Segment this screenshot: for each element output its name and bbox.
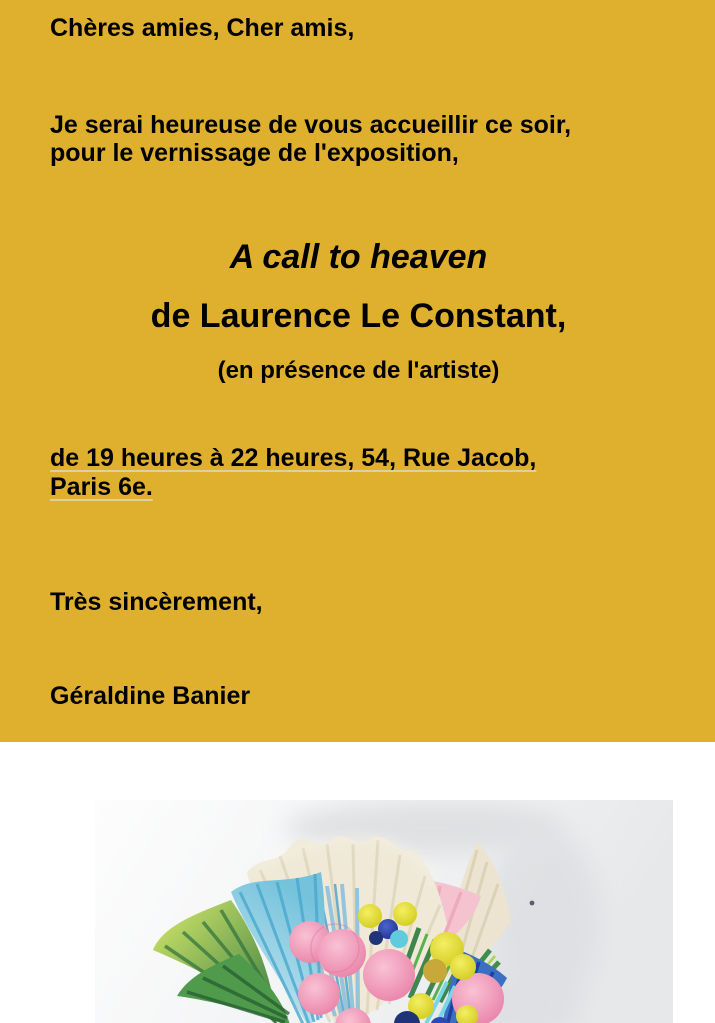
artwork-photo <box>95 800 673 1023</box>
intro-line-2: pour le vernissage de l'exposition, <box>50 139 459 168</box>
intro-paragraph <box>50 111 667 168</box>
artwork-photo-graphic <box>95 800 673 1023</box>
nail-dot <box>530 901 535 906</box>
artist-name-line: de Laurence Le Constant, <box>150 297 567 336</box>
closing-text: Très sincèrement, <box>50 588 263 617</box>
greeting-text: Chères amies, Cher amis, <box>50 14 355 42</box>
event-address-block <box>50 444 667 502</box>
artist-presence-note: (en présence de l'artiste) <box>217 356 500 384</box>
intro-line-1: Je serai heureuse de vous accueillir ce soir, <box>50 110 572 139</box>
signature-name: Géraldine Banier <box>50 681 251 710</box>
photo-section <box>0 800 715 1023</box>
event-address-link-line-1[interactable]: de 19 heures à 22 heures, 54, Rue Jacob, <box>50 444 537 473</box>
exhibition-title: A call to heaven <box>229 237 488 276</box>
event-address-link-line-2[interactable]: Paris 6e. <box>50 473 153 502</box>
